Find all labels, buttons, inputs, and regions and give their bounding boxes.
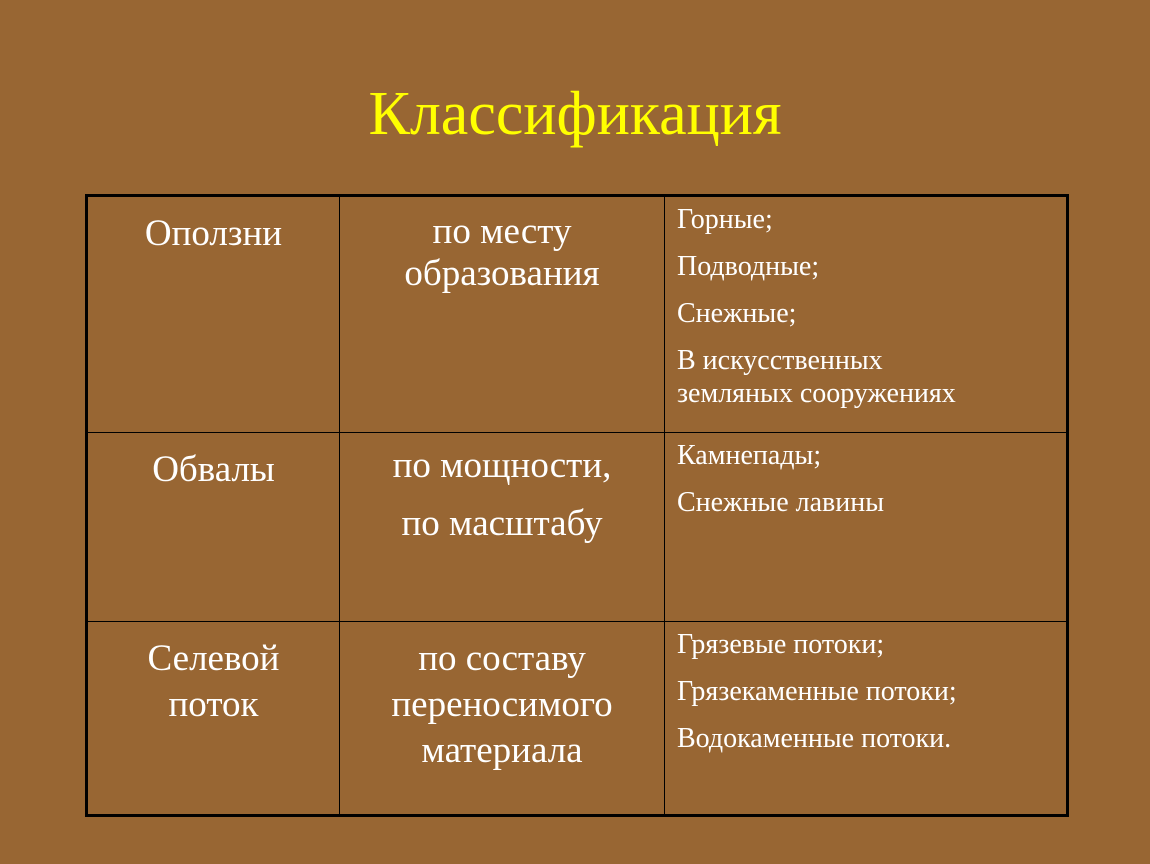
- criterion-cell: [340, 622, 665, 816]
- classification-table: [85, 194, 1069, 817]
- type-item: Горные;: [677, 204, 773, 235]
- types-cell: [665, 196, 1068, 433]
- table-row: [87, 433, 1068, 622]
- phenomenon-name: Оползни: [144, 213, 283, 254]
- criterion-cell: [340, 433, 665, 622]
- type-item: Снежные;: [677, 298, 797, 329]
- type-item: [677, 344, 1066, 410]
- type-item-line: В искусственных: [677, 345, 883, 376]
- criterion-line: по мощности,: [392, 445, 612, 486]
- phenomenon-name: Селевой: [147, 638, 280, 679]
- phenomenon-name: Обвалы: [152, 449, 275, 490]
- table-row: [87, 196, 1068, 433]
- criterion-line: по составу: [418, 638, 586, 679]
- type-item: Снежные лавины: [677, 487, 885, 518]
- types-cell: [665, 433, 1068, 622]
- type-item: Камнепады;: [677, 440, 822, 471]
- table-row: [87, 622, 1068, 816]
- phenomenon-cell: [87, 433, 340, 622]
- criterion-line: образования: [404, 253, 600, 294]
- criterion-line: по месту: [432, 211, 572, 252]
- phenomenon-cell: [87, 196, 340, 433]
- type-item: Грязевые потоки;: [677, 629, 885, 660]
- slide-title: Классификация: [368, 80, 782, 148]
- type-item: Подводные;: [677, 251, 820, 282]
- criterion-line: материала: [421, 730, 583, 771]
- type-item: Водокаменные потоки.: [677, 723, 952, 754]
- criterion-cell: [340, 196, 665, 433]
- phenomenon-name: поток: [168, 684, 259, 725]
- phenomenon-cell: [87, 622, 340, 816]
- criterion-line: по масштабу: [401, 503, 603, 544]
- type-item-line: земляных сооружениях: [677, 378, 956, 409]
- criterion-line: переносимого: [391, 684, 613, 725]
- type-item: Грязекаменные потоки;: [677, 676, 957, 707]
- types-cell: [665, 622, 1068, 816]
